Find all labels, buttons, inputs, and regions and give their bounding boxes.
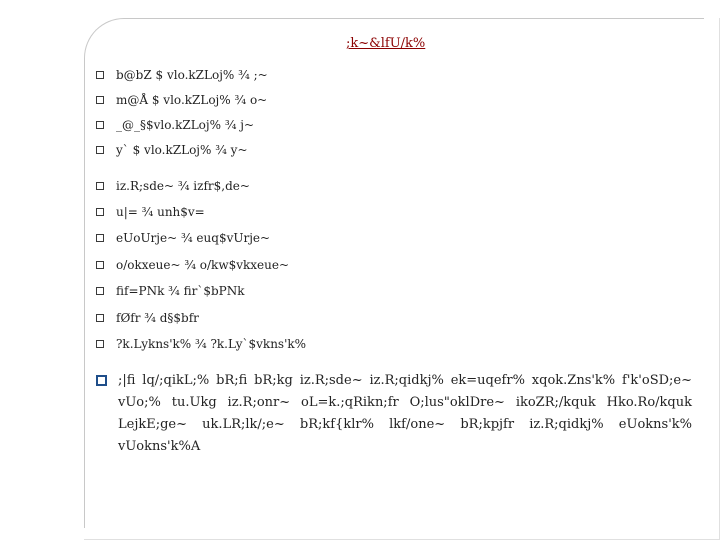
checkbox-bullet-icon: [96, 182, 104, 190]
list-item: [96, 205, 205, 219]
list-item: [96, 143, 248, 157]
checkbox-bullet-icon: [96, 261, 104, 269]
list-item-text: fØfr ¾ d§$bfr: [116, 311, 199, 325]
checkbox-bullet-icon: [96, 340, 104, 348]
list-item-text: iz.R;sde~ ¾ izfr$,de~: [116, 179, 250, 193]
checkbox-bullet-icon: [96, 71, 104, 79]
list-item: [96, 258, 289, 272]
list-item: [96, 337, 306, 351]
slide-title: ;k~&lfU/k%: [346, 36, 426, 51]
list-item-text: y` $ vlo.kZLoj% ¾ y~: [116, 143, 248, 157]
checkbox-bullet-icon: [96, 208, 104, 216]
list-item-text: u|= ¾ unh$v=: [116, 205, 205, 219]
list-item: [96, 93, 267, 107]
checkbox-bullet-icon: [96, 287, 104, 295]
list-item-text: m@Å $ vlo.kZLoj% ¾ o~: [116, 93, 268, 107]
list-item: [96, 118, 254, 132]
list-item-text: b@bZ $ vlo.kZLoj% ¾ ;~: [116, 68, 268, 82]
list-item: [96, 179, 250, 193]
list-item-text: fif=PNk ¾ fir`$bPNk: [116, 284, 245, 298]
checkbox-bullet-icon: [96, 375, 107, 386]
list-item: [96, 284, 245, 298]
paragraph-text: ;|fi lq/;qikL;% bR;fi bR;kg iz.R;sde~ iz.R;qidkj% ek=uqefr% xqok.Zns'k% f'k'oSD;e~ vUo;% tu.Ukg iz.R;onr~ oL=k.;qRikn;fr O;lus"oklDre~ ikoZR;/kquk Hko.Ro/kquk LejkE;ge~ uk.LR;lk/;e~ bR;kf{klr% lkf/one~ bR;kpjfr iz.R;qidkj% eUokns'k% vUokns'k%A: [118, 373, 692, 454]
checkbox-bullet-icon: [96, 121, 104, 129]
list-item-text: _@_§$vlo.kZLoj% ¾ j~: [116, 118, 255, 132]
list-item-text: ?k.Lykns'k% ¾ ?k.Ly`$vkns'k%: [116, 337, 307, 351]
checkbox-bullet-icon: [96, 234, 104, 242]
summary-paragraph: [96, 370, 692, 458]
checkbox-bullet-icon: [96, 96, 104, 104]
list-item: [96, 231, 270, 245]
checkbox-bullet-icon: [96, 314, 104, 322]
list-item-text: o/okxeue~ ¾ o/kw$vkxeue~: [116, 258, 290, 272]
checkbox-bullet-icon: [96, 146, 104, 154]
list-item-text: eUoUrje~ ¾ euq$vUrje~: [116, 231, 271, 245]
list-item: [96, 311, 199, 325]
list-item: [96, 68, 268, 82]
